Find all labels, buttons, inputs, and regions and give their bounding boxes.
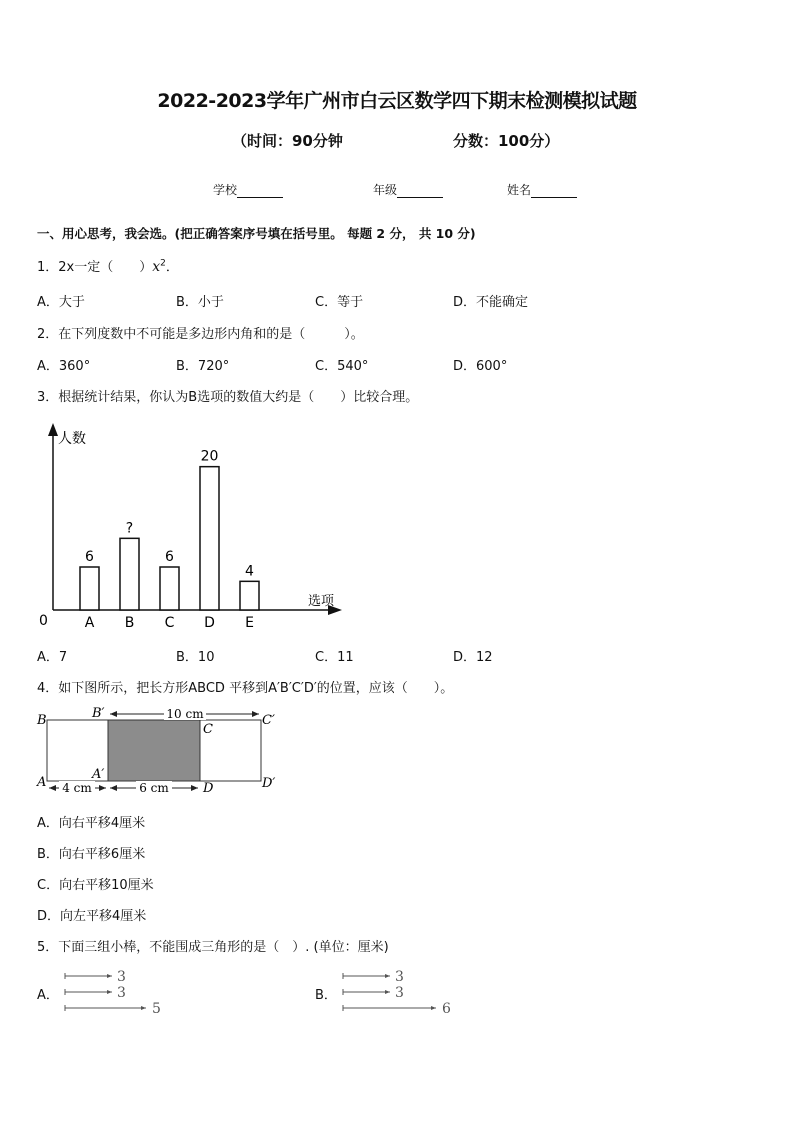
q1-option-a[interactable]: A．大于 xyxy=(37,295,85,310)
question-1 xyxy=(37,256,179,275)
stick-a1-end xyxy=(107,974,112,978)
arrow-left-6cm xyxy=(110,785,117,791)
stick-a3-label: 5 xyxy=(152,1001,161,1016)
q1-variable: x xyxy=(152,259,161,275)
q5-option-a-label[interactable]: A． xyxy=(37,988,59,1003)
q1-stem: 1．2x一定（ ） xyxy=(37,260,153,275)
data-label-a: 6 xyxy=(85,549,94,565)
vertex-d-prime: D′ xyxy=(262,776,276,791)
grade-field xyxy=(373,181,443,198)
bar-chart xyxy=(30,418,360,638)
arrow-right-6cm xyxy=(191,785,198,791)
stick-b3-label: 6 xyxy=(442,1001,451,1016)
overlap-region xyxy=(108,720,200,781)
q2-option-b[interactable]: B．720° xyxy=(176,359,230,374)
q3-option-c[interactable]: C．11 xyxy=(315,650,354,665)
data-label-b: ? xyxy=(125,520,134,537)
q1-option-d[interactable]: D．不能确定 xyxy=(453,295,529,310)
stick-a3-end xyxy=(141,1006,146,1010)
bars-group xyxy=(80,449,259,631)
q4-option-c[interactable]: C．向右平移10厘米 xyxy=(37,878,154,893)
question-3: 3．根据统计结果，你认为B选项的数值大约是（ ）比较合理。 xyxy=(37,390,419,405)
q4-option-b[interactable]: B．向右平移6厘米 xyxy=(37,847,146,862)
dim-10cm-label: 10 cm xyxy=(166,707,204,721)
section-heading: 一、用心思考，我会选。(把正确答案序号填在括号里。 每题 2 分， 共 10 分) xyxy=(37,226,476,241)
y-axis-label: 人数 xyxy=(58,431,86,447)
q1-exponent: 2 xyxy=(160,258,166,269)
vertex-b: B xyxy=(37,713,47,728)
vertex-c: C xyxy=(203,722,213,737)
bar-e xyxy=(240,581,259,610)
question-4: 4．如下图所示，把长方形ABCD 平移到A′B′C′D′的位置，应该（ ）。 xyxy=(37,681,454,696)
q3-option-d[interactable]: D．12 xyxy=(453,650,493,665)
q2-option-a[interactable]: A．360° xyxy=(37,359,91,374)
bar-a xyxy=(80,567,99,610)
q1-option-c[interactable]: C．等于 xyxy=(315,295,364,310)
tick-label-e: E xyxy=(245,615,254,631)
stick-b2-label: 3 xyxy=(395,985,404,1001)
vertex-b-prime: B′ xyxy=(92,706,105,721)
translation-figure xyxy=(30,703,290,799)
bar-d xyxy=(200,467,219,610)
stick-b2-end xyxy=(385,990,390,994)
name-field xyxy=(507,181,577,198)
name-label: 姓名 xyxy=(507,183,532,197)
q4-option-a[interactable]: A．向右平移4厘米 xyxy=(37,816,146,831)
q3-option-b[interactable]: B．10 xyxy=(176,650,215,665)
q3-option-a[interactable]: A．7 xyxy=(37,650,68,665)
grade-label: 年级 xyxy=(373,183,398,197)
tick-label-b: B xyxy=(124,615,135,631)
grade-blank xyxy=(397,185,443,198)
q2-option-d[interactable]: D．600° xyxy=(453,359,508,374)
origin-label: 0 xyxy=(39,613,48,629)
vertex-c-prime: C′ xyxy=(262,713,275,728)
q4-option-d[interactable]: D．向左平移4厘米 xyxy=(37,909,147,924)
vertex-d: D xyxy=(203,781,214,796)
stick-b1-end xyxy=(385,974,390,978)
name-blank xyxy=(531,185,577,198)
arrow-right-10cm xyxy=(252,711,259,717)
bar-b xyxy=(120,538,139,610)
x-axis-label: 选项 xyxy=(308,594,335,609)
q5-option-b-sticks[interactable] xyxy=(338,966,468,1016)
q1-option-b[interactable]: B．小于 xyxy=(176,295,224,310)
question-2: 2．在下列度数中不可能是多边形内角和的是（ ）。 xyxy=(37,327,364,342)
vertex-a: A xyxy=(37,775,47,790)
stick-a2-end xyxy=(107,990,112,994)
arrow-left-10cm xyxy=(110,711,117,717)
data-label-e: 4 xyxy=(245,563,254,580)
question-5: 5．下面三组小棒，不能围成三角形的是（ ）. (单位：厘米) xyxy=(37,940,389,955)
q5-option-b-label[interactable]: B． xyxy=(315,988,337,1003)
tick-label-d: D xyxy=(204,615,215,631)
stick-a1-label: 3 xyxy=(117,969,126,985)
vertex-a-prime: A′ xyxy=(92,767,105,782)
q1-stem-end: ． xyxy=(165,260,179,275)
q5-option-a-sticks[interactable] xyxy=(60,966,180,1016)
exam-time: （时间：90分钟 xyxy=(232,132,343,150)
stick-b3-end xyxy=(431,1006,436,1010)
stick-a2-label: 3 xyxy=(117,985,126,1001)
school-field xyxy=(213,181,283,198)
data-label-c: 6 xyxy=(165,549,174,565)
school-label: 学校 xyxy=(213,183,238,197)
arrow-left-4cm xyxy=(49,785,56,791)
bar-c xyxy=(160,567,179,610)
dim-4cm-label: 4 cm xyxy=(62,781,92,795)
stick-b1-label: 3 xyxy=(395,969,404,985)
tick-label-c: C xyxy=(164,615,175,631)
arrow-right-4cm xyxy=(99,785,106,791)
dim-6cm-label: 6 cm xyxy=(139,781,169,795)
school-blank xyxy=(237,185,283,198)
q2-option-c[interactable]: C．540° xyxy=(315,359,369,374)
page-title: 2022-2023学年广州市白云区数学四下期末检测模拟试题 xyxy=(157,90,637,112)
tick-label-a: A xyxy=(84,615,95,631)
data-label-d: 20 xyxy=(200,448,219,465)
y-axis-arrow xyxy=(48,423,58,436)
exam-score: 分数：100分） xyxy=(453,132,560,150)
